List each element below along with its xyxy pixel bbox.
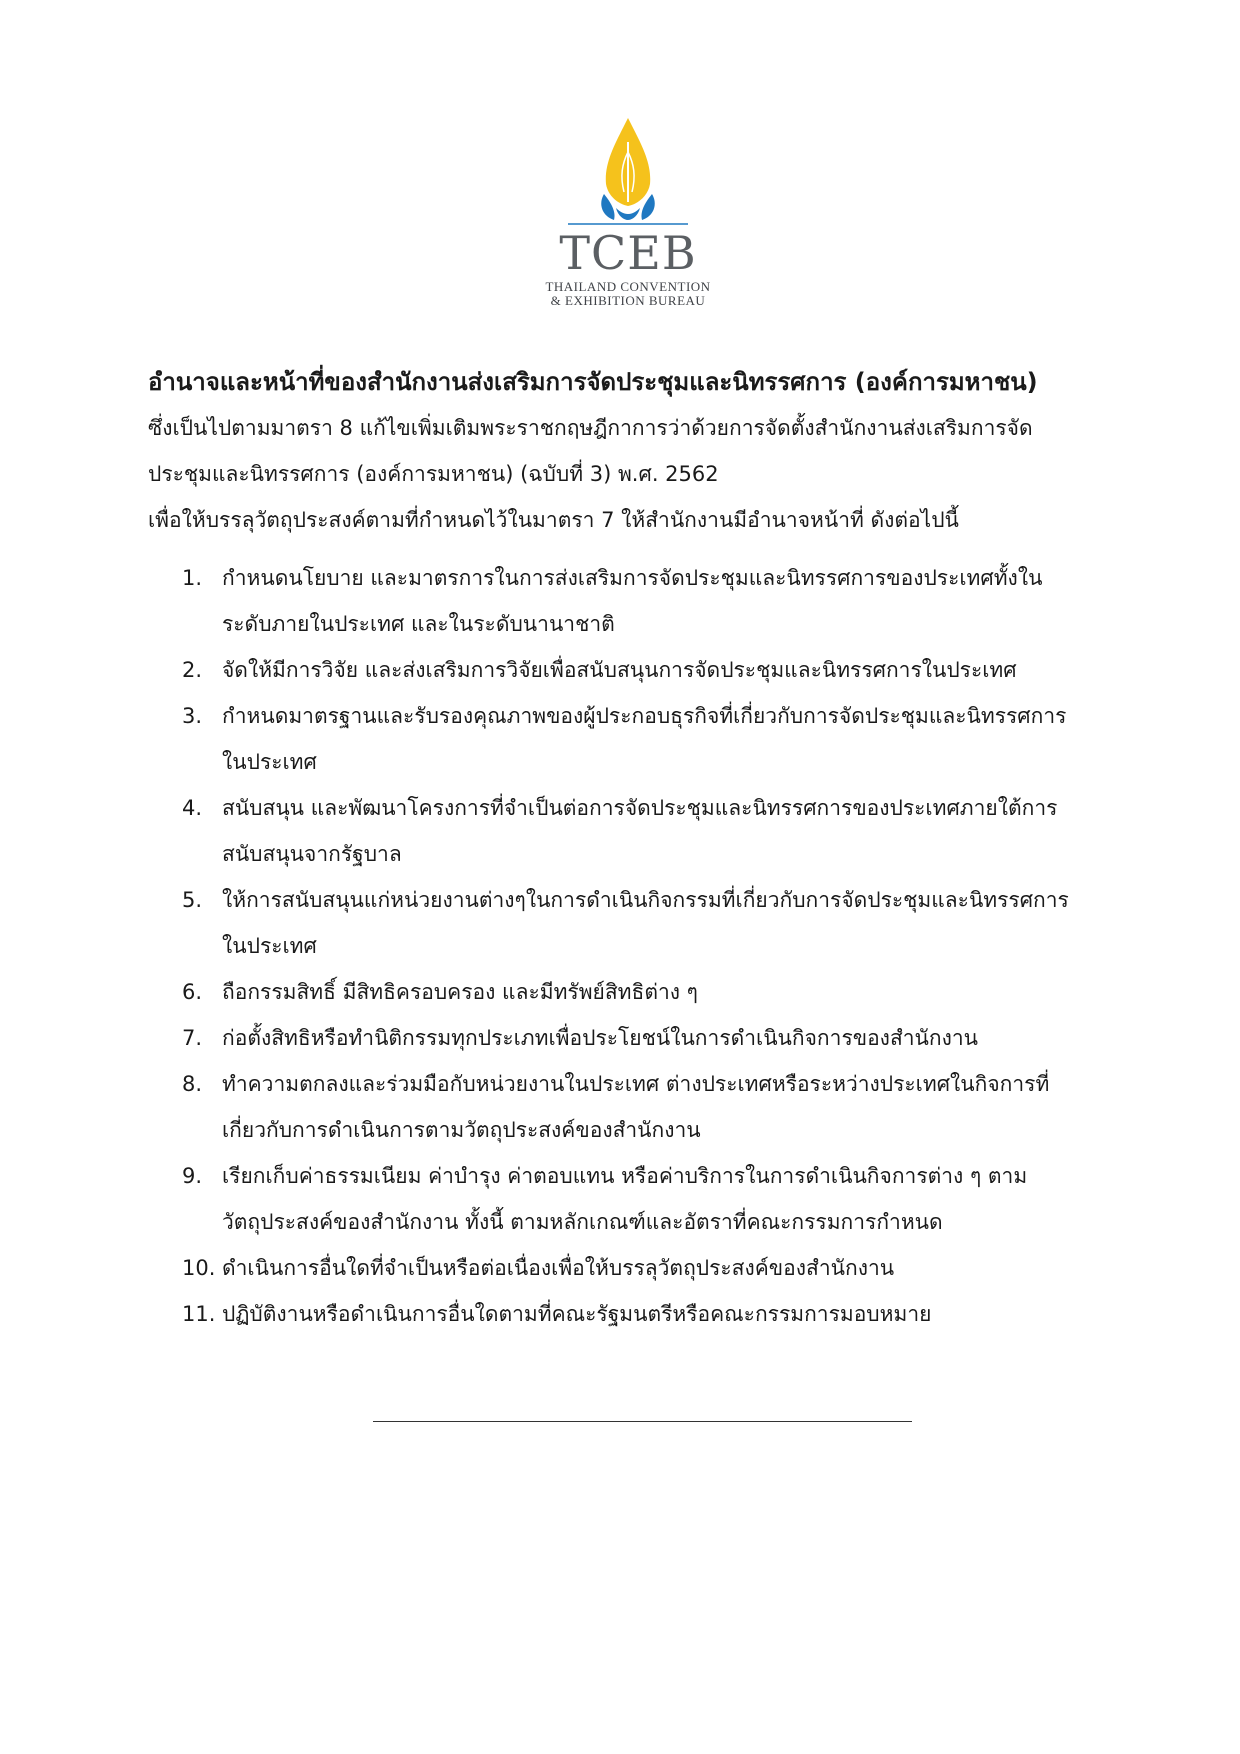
logo-subtitle-line2: & EXHIBITION BUREAU <box>550 293 706 308</box>
list-item-text: วัตถุประสงค์ของสำนักงาน ทั้งนี้ ตามหลักเกณฑ์และอัตราที่คณะกรรมการกำหนด <box>222 1210 943 1234</box>
intro-line-2: ประชุมและนิทรรศการ (องค์การมหาชน) (ฉบับที่ 3) พ.ศ. 2562 <box>148 462 719 486</box>
logo-subtitle-line1: THAILAND CONVENTION <box>545 279 711 294</box>
list-item-text: ดำเนินการอื่นใดที่จำเป็นหรือต่อเนื่องเพื่อให้บรรลุวัตถุประสงค์ของสำนักงาน <box>222 1256 895 1280</box>
list-item-number: 4. <box>182 796 203 820</box>
list-item-number: 7. <box>182 1026 203 1050</box>
list-item-number: 5. <box>182 888 203 912</box>
list-item-number: 1. <box>182 566 203 590</box>
flame-hands-icon <box>532 112 724 228</box>
list-item-text: เรียกเก็บค่าธรรมเนียม ค่าบำรุง ค่าตอบแทน หรือค่าบริการในการดำเนินกิจการต่าง ๆ ตาม <box>222 1164 1028 1188</box>
list-item-number: 6. <box>182 980 203 1004</box>
list-item-text: ระดับภายในประเทศ และในระดับนานาชาติ <box>222 612 615 636</box>
list-item-text: ปฏิบัติงานหรือดำเนินการอื่นใดตามที่คณะรัฐมนตรีหรือคณะกรรมการมอบหมาย <box>222 1302 932 1326</box>
list-item-text: กำหนดนโยบาย และมาตรการในการส่งเสริมการจัดประชุมและนิทรรศการของประเทศทั้งใน <box>222 566 1043 590</box>
tceb-logo <box>532 112 724 312</box>
intro-line-1: ซึ่งเป็นไปตามมาตรา 8 แก้ไขเพิ่มเติมพระราชกฤษฎีกาการว่าด้วยการจัดตั้งสำนักงานส่งเสริมการจัด <box>148 416 1033 440</box>
list-item-text: ก่อตั้งสิทธิหรือทำนิติกรรมทุกประเภทเพื่อประโยชน์ในการดำเนินกิจการของสำนักงาน <box>222 1026 979 1050</box>
list-item-text: กำหนดมาตรฐานและรับรองคุณภาพของผู้ประกอบธุรกิจที่เกี่ยวกับการจัดประชุมและนิทรรศการ <box>222 704 1067 728</box>
list-item-text: ให้การสนับสนุนแก่หน่วยงานต่างๆในการดำเนินกิจกรรมที่เกี่ยวกับการจัดประชุมและนิทรรศการ <box>222 888 1069 912</box>
list-item-text: จัดให้มีการวิจัย และส่งเสริมการวิจัยเพื่อสนับสนุนการจัดประชุมและนิทรรศการในประเทศ <box>222 658 1017 682</box>
list-item-text: ถือกรรมสิทธิ์ มีสิทธิครอบครอง และมีทรัพย์สิทธิต่าง ๆ <box>222 980 698 1004</box>
list-item-text: ในประเทศ <box>222 750 317 774</box>
horizontal-rule <box>373 1421 912 1422</box>
list-item-text: สนับสนุนจากรัฐบาล <box>222 842 402 866</box>
list-item-text: ทำความตกลงและร่วมมือกับหน่วยงานในประเทศ ต่างประเทศหรือระหว่างประเทศในกิจการที่ <box>222 1072 1050 1096</box>
list-item-number: 11. <box>182 1302 216 1326</box>
document-title: อำนาจและหน้าที่ของสำนักงานส่งเสริมการจัดประชุมและนิทรรศการ (องค์การมหาชน) <box>148 368 1038 396</box>
logo-wordmark: TCEB <box>559 226 697 280</box>
list-item-number: 8. <box>182 1072 203 1096</box>
list-item-number: 9. <box>182 1164 203 1188</box>
list-item-text: ในประเทศ <box>222 934 317 958</box>
list-item-number: 10. <box>182 1256 216 1280</box>
list-item-number: 3. <box>182 704 203 728</box>
intro-line-3: เพื่อให้บรรลุวัตถุประสงค์ตามที่กำหนดไว้ในมาตรา 7 ให้สำนักงานมีอำนาจหน้าที่ ดังต่อไปนี้ <box>148 508 959 532</box>
list-item-text: เกี่ยวกับการดำเนินการตามวัตถุประสงค์ของสำนักงาน <box>222 1118 701 1142</box>
list-item-text: สนับสนุน และพัฒนาโครงการที่จำเป็นต่อการจัดประชุมและนิทรรศการของประเทศภายใต้การ <box>222 796 1058 820</box>
list-item-number: 2. <box>182 658 203 682</box>
